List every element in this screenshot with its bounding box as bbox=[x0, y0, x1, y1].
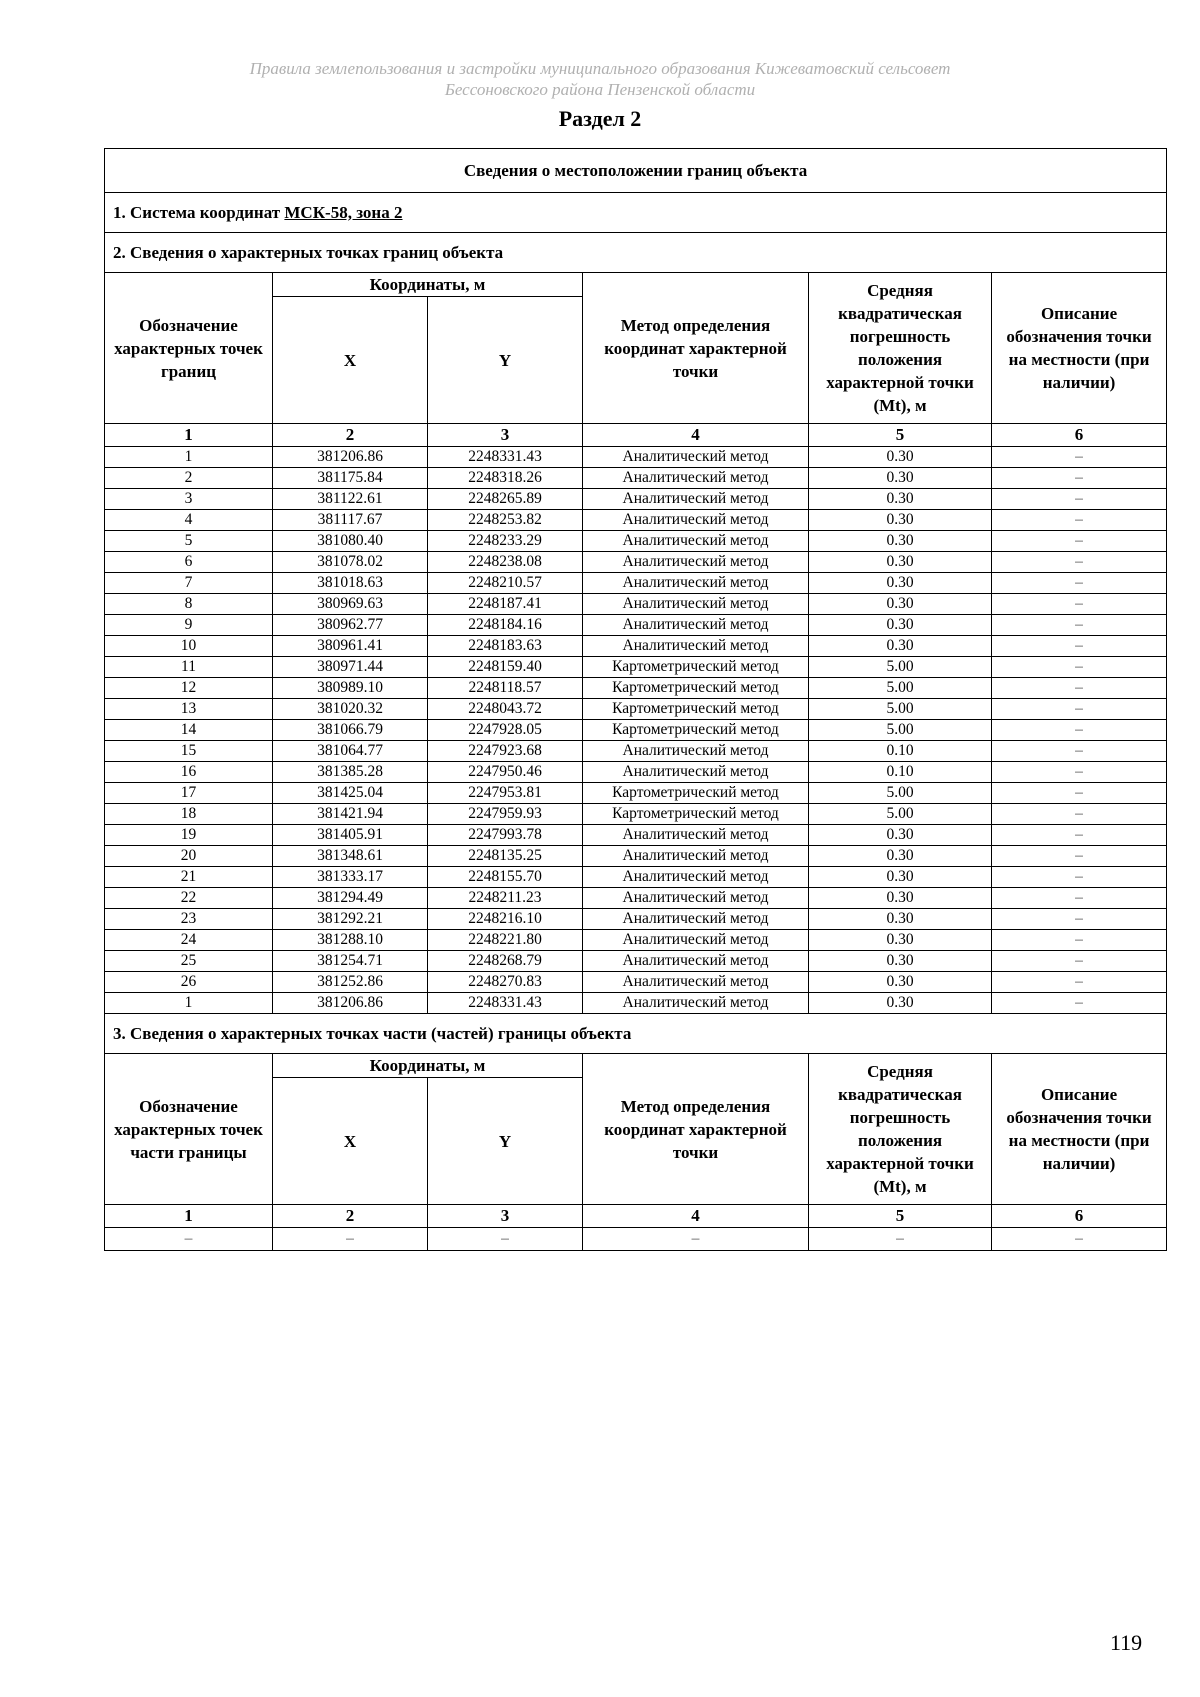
running-header bbox=[0, 58, 1200, 100]
table-row bbox=[105, 762, 1167, 783]
cell-description: – bbox=[992, 615, 1167, 636]
cell-coord-x: 381122.61 bbox=[273, 489, 428, 510]
cell-error: 0.30 bbox=[809, 531, 992, 552]
cell-method: Аналитический метод bbox=[583, 573, 809, 594]
cell-error: 0.30 bbox=[809, 447, 992, 468]
table-row bbox=[105, 846, 1167, 867]
cell-point-id: 20 bbox=[105, 846, 273, 867]
cell-method: Аналитический метод bbox=[583, 489, 809, 510]
cell-error: 0.10 bbox=[809, 741, 992, 762]
cell-description: – bbox=[992, 720, 1167, 741]
table-row bbox=[105, 468, 1167, 489]
cell-coord-y: 2248233.29 bbox=[428, 531, 583, 552]
table-row bbox=[105, 783, 1167, 804]
cell-method: Картометрический метод bbox=[583, 678, 809, 699]
cell-point-id: 26 bbox=[105, 972, 273, 993]
cell-error: 0.30 bbox=[809, 846, 992, 867]
cell-coord-x: 381206.86 bbox=[273, 993, 428, 1014]
table-row bbox=[105, 447, 1167, 468]
cell-error: 0.30 bbox=[809, 951, 992, 972]
cell-coord-y: 2248238.08 bbox=[428, 552, 583, 573]
cell-error: 0.30 bbox=[809, 930, 992, 951]
cell-coord-y: 2248270.83 bbox=[428, 972, 583, 993]
cell-coord-y: 2247950.46 bbox=[428, 762, 583, 783]
column-number-part-2: 2 bbox=[273, 1205, 428, 1228]
cell-point-id: 10 bbox=[105, 636, 273, 657]
cell-coord-y: 2248331.43 bbox=[428, 993, 583, 1014]
header-point-designation: Обозначение характерных точек границ bbox=[105, 273, 273, 424]
cell-point-id: 14 bbox=[105, 720, 273, 741]
header-method: Метод определения координат характерной точки bbox=[583, 273, 809, 424]
column-numbers-row-part bbox=[105, 1205, 1167, 1228]
cell-description: – bbox=[992, 552, 1167, 573]
table-row bbox=[105, 909, 1167, 930]
cell-error: 5.00 bbox=[809, 783, 992, 804]
cell-method: Аналитический метод bbox=[583, 846, 809, 867]
cell-part-coord-x: – bbox=[273, 1228, 428, 1251]
column-number-6: 6 bbox=[992, 424, 1167, 447]
header-error bbox=[809, 273, 992, 424]
cell-coord-y: 2248184.16 bbox=[428, 615, 583, 636]
cell-coord-x: 381064.77 bbox=[273, 741, 428, 762]
cell-description: – bbox=[992, 699, 1167, 720]
cell-method: Аналитический метод bbox=[583, 468, 809, 489]
cell-point-id: 23 bbox=[105, 909, 273, 930]
table-row bbox=[105, 657, 1167, 678]
cell-coord-y: 2248159.40 bbox=[428, 657, 583, 678]
cell-part-method: – bbox=[583, 1228, 809, 1251]
cell-coord-y: 2247953.81 bbox=[428, 783, 583, 804]
header-y-part: Y bbox=[428, 1078, 583, 1205]
cell-coord-x: 381288.10 bbox=[273, 930, 428, 951]
cell-coord-y: 2248253.82 bbox=[428, 510, 583, 531]
cell-method: Аналитический метод bbox=[583, 867, 809, 888]
cell-coord-x: 381292.21 bbox=[273, 909, 428, 930]
cell-coord-x: 381066.79 bbox=[273, 720, 428, 741]
cell-error: 0.30 bbox=[809, 510, 992, 531]
cell-coord-x: 381018.63 bbox=[273, 573, 428, 594]
cell-error: 0.30 bbox=[809, 468, 992, 489]
cell-description: – bbox=[992, 489, 1167, 510]
cell-error: 0.30 bbox=[809, 489, 992, 510]
cell-point-id: 7 bbox=[105, 573, 273, 594]
cell-description: – bbox=[992, 909, 1167, 930]
column-number-part-5: 5 bbox=[809, 1205, 992, 1228]
cell-coord-y: 2248043.72 bbox=[428, 699, 583, 720]
cell-method: Картометрический метод bbox=[583, 804, 809, 825]
cell-method: Картометрический метод bbox=[583, 783, 809, 804]
cell-coord-x: 381254.71 bbox=[273, 951, 428, 972]
table-row bbox=[105, 636, 1167, 657]
cell-description: – bbox=[992, 846, 1167, 867]
cell-description: – bbox=[992, 573, 1167, 594]
table-row bbox=[105, 510, 1167, 531]
cell-error: 0.30 bbox=[809, 909, 992, 930]
coord-system-value: МСК-58, зона 2 bbox=[284, 202, 403, 222]
cell-coord-x: 381405.91 bbox=[273, 825, 428, 846]
table-row bbox=[105, 594, 1167, 615]
cell-coord-x: 381333.17 bbox=[273, 867, 428, 888]
cell-coord-x: 380989.10 bbox=[273, 678, 428, 699]
cell-error: 0.30 bbox=[809, 552, 992, 573]
cell-point-id: 2 bbox=[105, 468, 273, 489]
table-row bbox=[105, 972, 1167, 993]
cell-coord-x: 381175.84 bbox=[273, 468, 428, 489]
cell-method: Аналитический метод bbox=[583, 951, 809, 972]
cell-error: 5.00 bbox=[809, 678, 992, 699]
cell-point-id: 19 bbox=[105, 825, 273, 846]
cell-point-id: 3 bbox=[105, 489, 273, 510]
cell-description: – bbox=[992, 594, 1167, 615]
header-error-text: Средняя квадратическая погрешность положения характерной точки (Mt), м bbox=[826, 281, 974, 415]
cell-part-description: – bbox=[992, 1228, 1167, 1251]
cell-error: 5.00 bbox=[809, 699, 992, 720]
cell-coord-y: 2248210.57 bbox=[428, 573, 583, 594]
cell-coord-x: 381020.32 bbox=[273, 699, 428, 720]
cell-coord-y: 2248135.25 bbox=[428, 846, 583, 867]
cell-error: 0.30 bbox=[809, 888, 992, 909]
cell-method: Картометрический метод bbox=[583, 657, 809, 678]
cell-part-coord-y: – bbox=[428, 1228, 583, 1251]
table-row bbox=[105, 720, 1167, 741]
cell-error: 0.30 bbox=[809, 825, 992, 846]
header-description-part: Описание обозначения точки на местности (при наличии) bbox=[992, 1054, 1167, 1205]
cell-coord-y: 2247923.68 bbox=[428, 741, 583, 762]
cell-point-id: 13 bbox=[105, 699, 273, 720]
table-row bbox=[105, 552, 1167, 573]
table-row bbox=[105, 615, 1167, 636]
cell-method: Аналитический метод bbox=[583, 888, 809, 909]
cell-point-id: 12 bbox=[105, 678, 273, 699]
cell-point-id: 4 bbox=[105, 510, 273, 531]
page-number: 119 bbox=[1110, 1630, 1143, 1655]
cell-method: Аналитический метод bbox=[583, 615, 809, 636]
cell-point-id: 6 bbox=[105, 552, 273, 573]
cell-coord-y: 2248155.70 bbox=[428, 867, 583, 888]
cell-coord-x: 381078.02 bbox=[273, 552, 428, 573]
cell-method: Аналитический метод bbox=[583, 825, 809, 846]
cell-point-id: 18 bbox=[105, 804, 273, 825]
column-number-3: 3 bbox=[428, 424, 583, 447]
cell-point-id: 16 bbox=[105, 762, 273, 783]
cell-coord-x: 381425.04 bbox=[273, 783, 428, 804]
cell-point-id: 5 bbox=[105, 531, 273, 552]
column-numbers-row bbox=[105, 424, 1167, 447]
column-number-1: 1 bbox=[105, 424, 273, 447]
table-row bbox=[105, 678, 1167, 699]
cell-description: – bbox=[992, 510, 1167, 531]
header-x: X bbox=[273, 297, 428, 424]
coord-system-label: 1. Система координат bbox=[113, 202, 285, 222]
header-coords-part: Координаты, м bbox=[273, 1054, 583, 1078]
cell-coord-y: 2247993.78 bbox=[428, 825, 583, 846]
header-y: Y bbox=[428, 297, 583, 424]
header-description: Описание обозначения точки на местности (при наличии) bbox=[992, 273, 1167, 424]
cell-description: – bbox=[992, 447, 1167, 468]
cell-coord-y: 2248331.43 bbox=[428, 447, 583, 468]
column-number-part-4: 4 bbox=[583, 1205, 809, 1228]
cell-description: – bbox=[992, 783, 1167, 804]
cell-method: Аналитический метод bbox=[583, 636, 809, 657]
running-header-line1: Правила землепользования и застройки муниципального образования Кижеватовский сельсовет bbox=[249, 59, 951, 78]
cell-point-id: 1 bbox=[105, 993, 273, 1014]
table-row bbox=[105, 489, 1167, 510]
cell-method: Аналитический метод bbox=[583, 762, 809, 783]
cell-method: Картометрический метод bbox=[583, 720, 809, 741]
cell-point-id: 24 bbox=[105, 930, 273, 951]
cell-method: Аналитический метод bbox=[583, 552, 809, 573]
cell-point-id: 11 bbox=[105, 657, 273, 678]
cell-coord-x: 380962.77 bbox=[273, 615, 428, 636]
cell-error: 0.30 bbox=[809, 573, 992, 594]
cell-coord-x: 380969.63 bbox=[273, 594, 428, 615]
table-row bbox=[105, 531, 1167, 552]
cell-coord-y: 2248187.41 bbox=[428, 594, 583, 615]
cell-coord-y: 2248118.57 bbox=[428, 678, 583, 699]
cell-method: Аналитический метод bbox=[583, 741, 809, 762]
cell-coord-y: 2248318.26 bbox=[428, 468, 583, 489]
cell-method: Аналитический метод bbox=[583, 930, 809, 951]
cell-part-point-id: – bbox=[105, 1228, 273, 1251]
cell-coord-x: 380971.44 bbox=[273, 657, 428, 678]
header-x-part: X bbox=[273, 1078, 428, 1205]
part3-title: 3. Сведения о характерных точках части (частей) границы объекта bbox=[105, 1014, 1167, 1054]
column-number-part-6: 6 bbox=[992, 1205, 1167, 1228]
cell-method: Аналитический метод bbox=[583, 909, 809, 930]
table-row-part bbox=[105, 1228, 1167, 1251]
part2-title: 2. Сведения о характерных точках границ объекта bbox=[105, 233, 1167, 273]
cell-description: – bbox=[992, 762, 1167, 783]
cell-point-id: 21 bbox=[105, 867, 273, 888]
section-title: Раздел 2 bbox=[558, 106, 642, 131]
table-title: Сведения о местоположении границ объекта bbox=[105, 149, 1167, 193]
cell-error: 0.10 bbox=[809, 762, 992, 783]
cell-point-id: 17 bbox=[105, 783, 273, 804]
table-row bbox=[105, 888, 1167, 909]
cell-method: Аналитический метод bbox=[583, 510, 809, 531]
cell-method: Картометрический метод bbox=[583, 699, 809, 720]
header-coords: Координаты, м bbox=[273, 273, 583, 297]
cell-method: Аналитический метод bbox=[583, 594, 809, 615]
cell-method: Аналитический метод bbox=[583, 447, 809, 468]
cell-error: 5.00 bbox=[809, 804, 992, 825]
cell-coord-y: 2248216.10 bbox=[428, 909, 583, 930]
cell-point-id: 9 bbox=[105, 615, 273, 636]
column-number-5: 5 bbox=[809, 424, 992, 447]
cell-coord-y: 2248268.79 bbox=[428, 951, 583, 972]
cell-description: – bbox=[992, 825, 1167, 846]
cell-description: – bbox=[992, 930, 1167, 951]
header-error-part-text: Средняя квадратическая погрешность положения характерной точки (Mt), м bbox=[826, 1062, 974, 1196]
table-row bbox=[105, 573, 1167, 594]
cell-description: – bbox=[992, 951, 1167, 972]
cell-point-id: 25 bbox=[105, 951, 273, 972]
cell-coord-x: 381252.86 bbox=[273, 972, 428, 993]
table-row bbox=[105, 804, 1167, 825]
table-row bbox=[105, 993, 1167, 1014]
cell-coord-x: 381206.86 bbox=[273, 447, 428, 468]
cell-error: 5.00 bbox=[809, 657, 992, 678]
cell-method: Аналитический метод bbox=[583, 993, 809, 1014]
cell-method: Аналитический метод bbox=[583, 972, 809, 993]
cell-coord-y: 2247928.05 bbox=[428, 720, 583, 741]
cell-error: 0.30 bbox=[809, 993, 992, 1014]
table-row bbox=[105, 741, 1167, 762]
cell-coord-y: 2248211.23 bbox=[428, 888, 583, 909]
cell-description: – bbox=[992, 804, 1167, 825]
column-number-part-3: 3 bbox=[428, 1205, 583, 1228]
cell-description: – bbox=[992, 657, 1167, 678]
cell-part-error: – bbox=[809, 1228, 992, 1251]
cell-point-id: 22 bbox=[105, 888, 273, 909]
cell-error: 0.30 bbox=[809, 972, 992, 993]
cell-coord-x: 381117.67 bbox=[273, 510, 428, 531]
cell-coord-x: 381385.28 bbox=[273, 762, 428, 783]
table-row bbox=[105, 867, 1167, 888]
cell-description: – bbox=[992, 531, 1167, 552]
cell-description: – bbox=[992, 741, 1167, 762]
boundary-points-table bbox=[104, 148, 1167, 1251]
header-error-part bbox=[809, 1054, 992, 1205]
cell-coord-x: 381080.40 bbox=[273, 531, 428, 552]
table-row bbox=[105, 825, 1167, 846]
cell-coord-x: 380961.41 bbox=[273, 636, 428, 657]
coord-system-row bbox=[105, 193, 1167, 233]
cell-coord-x: 381348.61 bbox=[273, 846, 428, 867]
cell-coord-y: 2248221.80 bbox=[428, 930, 583, 951]
table-row bbox=[105, 930, 1167, 951]
cell-description: – bbox=[992, 468, 1167, 489]
cell-coord-y: 2248183.63 bbox=[428, 636, 583, 657]
cell-coord-y: 2248265.89 bbox=[428, 489, 583, 510]
cell-description: – bbox=[992, 678, 1167, 699]
header-method-part: Метод определения координат характерной точки bbox=[583, 1054, 809, 1205]
column-number-2: 2 bbox=[273, 424, 428, 447]
cell-description: – bbox=[992, 972, 1167, 993]
column-number-part-1: 1 bbox=[105, 1205, 273, 1228]
column-number-4: 4 bbox=[583, 424, 809, 447]
running-header-line2: Бессоновского района Пензенской области bbox=[444, 80, 756, 99]
cell-error: 0.30 bbox=[809, 867, 992, 888]
cell-description: – bbox=[992, 867, 1167, 888]
cell-coord-y: 2247959.93 bbox=[428, 804, 583, 825]
cell-method: Аналитический метод bbox=[583, 531, 809, 552]
header-point-designation-part: Обозначение характерных точек части границы bbox=[105, 1054, 273, 1205]
cell-point-id: 1 bbox=[105, 447, 273, 468]
table-row bbox=[105, 951, 1167, 972]
cell-error: 0.30 bbox=[809, 615, 992, 636]
cell-error: 0.30 bbox=[809, 636, 992, 657]
cell-point-id: 15 bbox=[105, 741, 273, 762]
cell-description: – bbox=[992, 888, 1167, 909]
cell-description: – bbox=[992, 993, 1167, 1014]
cell-point-id: 8 bbox=[105, 594, 273, 615]
table-row bbox=[105, 699, 1167, 720]
cell-description: – bbox=[992, 636, 1167, 657]
cell-error: 0.30 bbox=[809, 594, 992, 615]
cell-coord-x: 381421.94 bbox=[273, 804, 428, 825]
cell-error: 5.00 bbox=[809, 720, 992, 741]
cell-coord-x: 381294.49 bbox=[273, 888, 428, 909]
